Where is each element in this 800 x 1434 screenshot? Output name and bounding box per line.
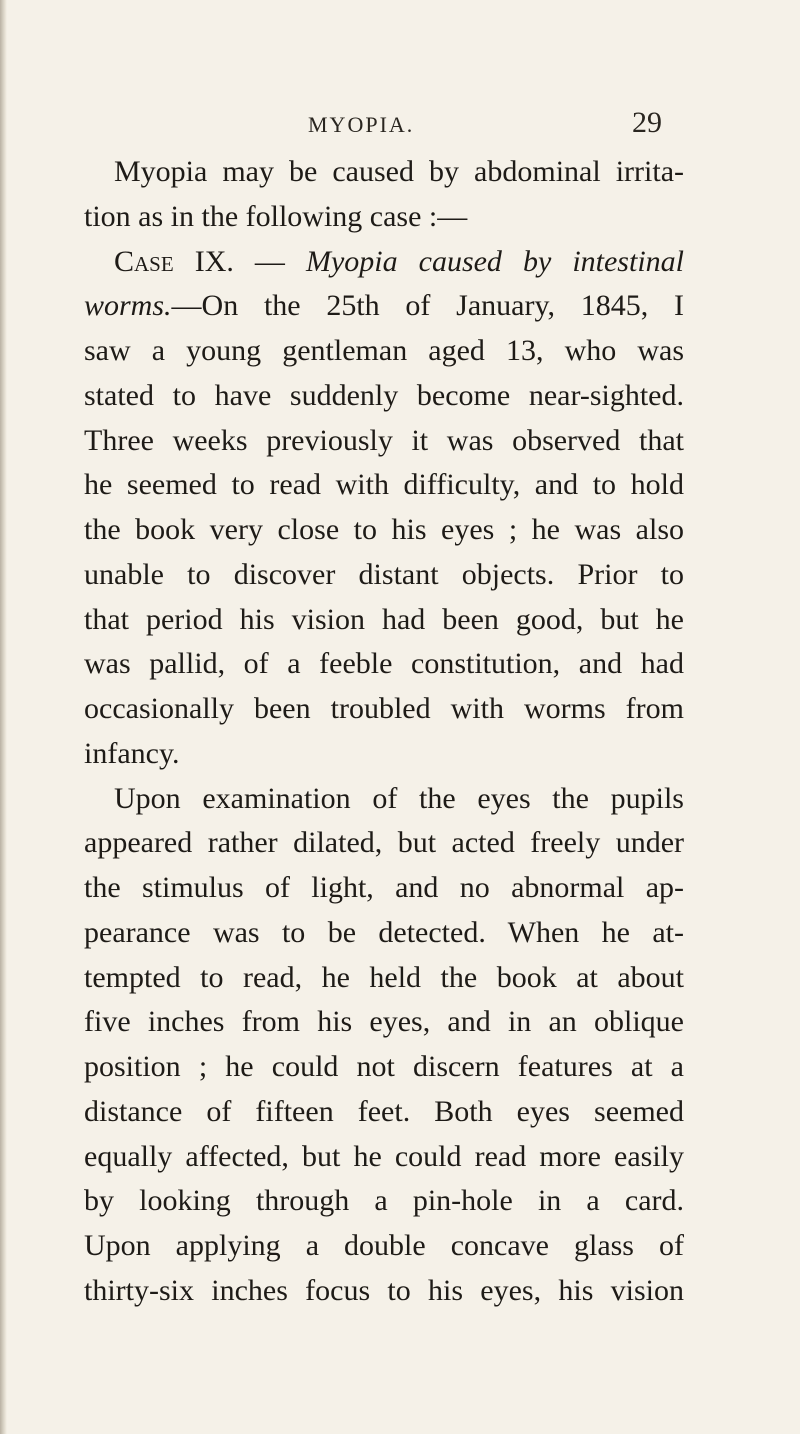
text-line: he seemed to read with difficulty, and to hold bbox=[84, 468, 684, 502]
case-title-continued-line bbox=[84, 284, 684, 329]
text-line: was pallid, of a feeble constitution, and had bbox=[84, 647, 684, 681]
text-line: tion as in the following case :— bbox=[84, 199, 468, 233]
text-line: Upon examination of the eyes the pupils bbox=[114, 781, 684, 815]
text-line: by looking through a pin-hole in a card. bbox=[84, 1184, 684, 1218]
text-line: thirty-six inches focus to his eyes, his vision bbox=[84, 1273, 684, 1307]
text-line: that period his vision had been good, but he bbox=[84, 602, 684, 636]
text-line: the book very close to his eyes ; he was also bbox=[84, 513, 684, 546]
case-title: Myopia caused by intestinal bbox=[305, 244, 684, 278]
case-dash: — bbox=[233, 244, 306, 278]
text-line: Upon applying a double concave glass of bbox=[84, 1229, 684, 1262]
text-line: the stimulus of light, and no abnormal ap- bbox=[84, 871, 684, 904]
body-text bbox=[84, 150, 684, 1314]
text-line: unable to discover distant objects. Prior to bbox=[84, 557, 684, 591]
case-label: Case IX. bbox=[114, 244, 234, 278]
page-number: 29 bbox=[632, 106, 662, 139]
text-line: Myopia may be caused by abdominal irrita- bbox=[114, 155, 684, 188]
text-line: infancy. bbox=[84, 736, 180, 770]
text-line: distance of fifteen feet. Both eyes seemed bbox=[84, 1094, 684, 1128]
text-line: appeared rather dilated, but acted freely under bbox=[84, 826, 684, 860]
text-line: saw a young gentleman aged 13, who was bbox=[84, 334, 684, 367]
text-line: position ; he could not discern features at a bbox=[84, 1050, 684, 1083]
text-line: stated to have suddenly become near-sighted. bbox=[84, 378, 684, 412]
running-head: MYOPIA. bbox=[308, 112, 415, 137]
text-line: Three weeks previously it was observed that bbox=[84, 423, 684, 457]
page-edge bbox=[0, 0, 7, 1434]
text-line: occasionally been troubled with worms from bbox=[84, 692, 684, 725]
text-line: pearance was to be detected. When he at- bbox=[84, 915, 684, 949]
page-header bbox=[0, 106, 800, 146]
text-line: equally affected, but he could read more easily bbox=[84, 1139, 684, 1173]
case-date-text: —On the 25th of January, 1845, I bbox=[171, 289, 684, 323]
text-line: tempted to read, he held the book at about bbox=[84, 960, 684, 994]
text-line: five inches from his eyes, and in an oblique bbox=[84, 1005, 684, 1039]
case-heading-line bbox=[84, 240, 684, 285]
case-title-continued: worms. bbox=[84, 289, 172, 323]
